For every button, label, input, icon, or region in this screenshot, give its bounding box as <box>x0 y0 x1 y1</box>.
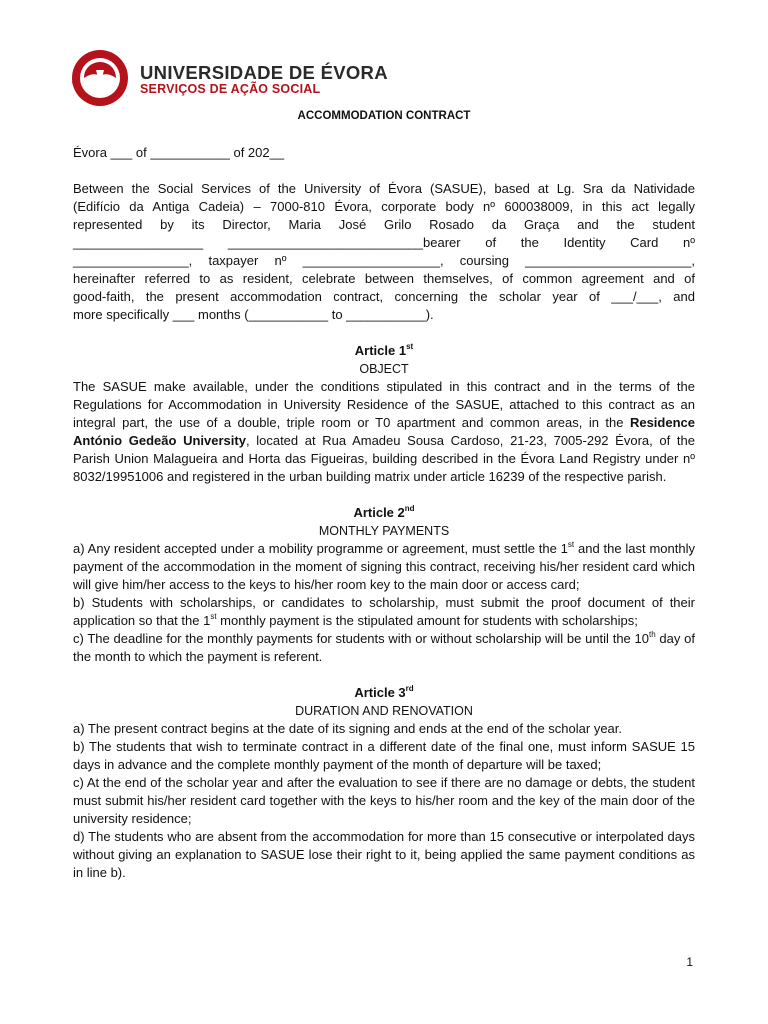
intro-line: (Edifício da Antiga Cadeia) – 7000-810 Évora, corporate body nº 600038009, in this act legally <box>73 199 695 214</box>
article-2-c-text: c) The deadline for the monthly payments for students with or without scholarship will be until the 10 <box>73 631 649 646</box>
intro-line: more specifically ___ months (___________ to ___________). <box>73 307 434 322</box>
article-2-b-text: monthly payment is the stipulated amount for students with scholarships; <box>216 613 638 628</box>
article-2-title <box>73 504 695 522</box>
university-name: UNIVERSIDADE DE ÉVORA <box>140 62 388 83</box>
intro-line: represented by its Director, Maria José Grilo Rosado da Graça and the student <box>73 217 695 232</box>
article-2-a-text: and the last monthly payment of the accommodation in the moment of signing this contract, receiving his/her resident card which will give him/her access to the keys to his/her room key to the main door or access card; <box>73 541 695 592</box>
article-2-b-sup: st <box>210 611 217 621</box>
article-2-a-sup: st <box>567 539 575 549</box>
intro-line: good-faith, the present accommodation contract, concerning the scholar year of ___/___, and <box>73 289 695 304</box>
article-3-title <box>73 684 695 702</box>
article-2-c-text: day of the month to which the payment is referent. <box>73 631 695 664</box>
article-1-subtitle: OBJECT <box>359 362 409 376</box>
article-1-text-part: The SASUE make available, under the conditions stipulated in this contract and in the terms of the Regulations for Accommodation in University Residence of the SASUE, attached to this contract as an integral part, the use of a double, triple room or T0 apartment and common areas, in the <box>73 379 695 430</box>
article-3-item-d: d) The students who are absent from the accommodation for more than 15 consecutive or interpolated days without giving an explanation to SASUE lose their right to it, being applied the same payment conditions as in line b). <box>73 829 695 880</box>
article-2-subtitle: MONTHLY PAYMENTS <box>318 524 450 538</box>
document-title: ACCOMMODATION CONTRACT <box>297 110 471 122</box>
article-3-title-sup: rd <box>405 683 414 693</box>
article-1-title-sup: st <box>406 341 414 351</box>
article-3-item-c: c) At the end of the scholar year and after the evaluation to see if there are no damage or debts, the student must submit his/her resident card together with the keys to his/her room and the key of the main door of the university residence; <box>73 775 695 826</box>
article-3-subtitle: DURATION AND RENOVATION <box>295 704 473 718</box>
article-2-title-sup: nd <box>404 503 415 513</box>
residence-name: Residence António Gedeão University <box>73 415 695 448</box>
service-name: SERVIÇOS DE AÇÃO SOCIAL <box>140 82 321 96</box>
article-1-title-text: Article 1 <box>354 343 407 358</box>
article-2-b-text: b) Students with scholarships, or candidates to scholarship, must submit the proof document of their application so that the 1 <box>73 595 695 628</box>
intro-paragraph <box>73 180 695 324</box>
article-3-item-a: a) The present contract begins at the date of its signing and ends at the end of the scholar year. <box>73 721 623 736</box>
article-2-c-sup: th <box>649 629 656 639</box>
article-3-title-text: Article 3 <box>354 685 406 700</box>
article-1-title <box>73 342 695 360</box>
article-2-item-c <box>73 630 695 666</box>
intro-line: ________________, taxpayer nº ___________________, coursing _______________________, <box>73 253 695 268</box>
date-line: Évora ___ of ___________ of 202__ <box>73 145 285 160</box>
intro-line: Between the Social Services of the University of Évora (SASUE), based at Lg. Sra da Natividade <box>73 181 695 196</box>
intro-line: hereinafter referred to as resident, celebrate between themselves, of common agreement and of <box>73 271 695 286</box>
article-2-title-text: Article 2 <box>353 505 405 520</box>
article-1-text <box>73 378 695 486</box>
article-1-text-part: , located at Rua Amadeu Sousa Cardoso, 21-23, 7005-292 Évora, of the Parish Union Malagueira and Horta das Figueiras, building described in the Évora Land Registry under nº 8032/19951006 and registered in the urban building matrix under article 16239 of the respective parish. <box>73 433 695 484</box>
university-logo-icon <box>70 48 132 108</box>
page-number: 1 <box>686 955 693 969</box>
letterhead <box>70 48 430 110</box>
intro-line: __________________ ___________________________bearer of the Identity Card nº <box>73 235 695 250</box>
article-2-item-b <box>73 594 695 630</box>
document-body <box>73 144 695 882</box>
article-3-item-b: b) The students that wish to terminate contract in a different date of the final one, must inform SASUE 15 days in advance and the complete monthly payment of the month of departure will be taxed; <box>73 739 695 772</box>
article-2-item-a <box>73 540 695 594</box>
article-2-a-text: a) Any resident accepted under a mobility programme or agreement, must settle the 1 <box>73 541 568 556</box>
